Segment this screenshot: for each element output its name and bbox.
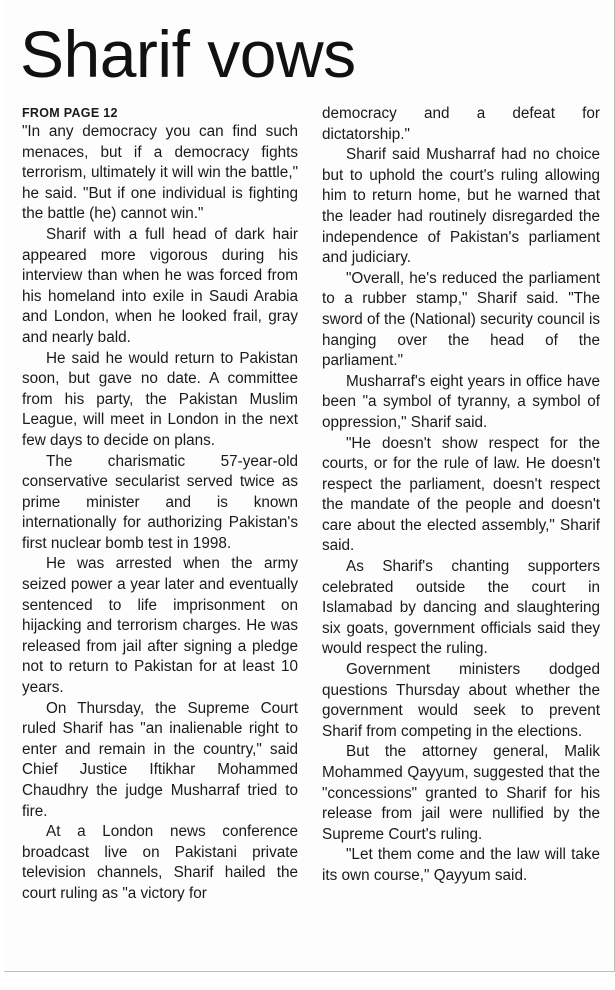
paragraph: He said he would return to Pakistan soon, but gave no date. A committee from his party, the Pakistan Muslim League, will meet in London in the next few days to decide on plans. — [22, 349, 298, 449]
paragraph: "In any democracy you can find such menaces, but if a democracy fights terrorism, ultimately it will win the battle," he said. "But if one individual is fighting the battle (he) cannot win." — [22, 123, 298, 223]
paragraph: As Sharif's chanting supporters celebrated outside the court in Islamabad by dancing and slaughtering six goats, government officials said they would respect the ruling. — [322, 558, 600, 658]
paragraph: At a London news conference broadcast live on Pakistani private television channels, Sharif hailed the court ruling as "a victory for — [22, 823, 298, 902]
paragraph: "Overall, he's reduced the parliament to a rubber stamp," Sharif said. "The sword of the (National) security council is hanging over the head of the parliament." — [322, 269, 601, 370]
right-column — [322, 104, 600, 887]
paragraph: "He doesn't show respect for the courts, or for the rule of law. He doesn't respect the parliament, doesn't respect the mandate of the people and doesn't care about the elected assembly," Sharif said. — [322, 434, 600, 555]
paragraph: He was arrested when the army seized power a year later and eventually sentenced to life imprisonment on hijacking and terrorism charges. He was released from jail after signing a pledge not to return to Pakistan for at least 10 years. — [22, 555, 298, 697]
paragraph: Sharif with a full head of dark hair appeared more vigorous during his interview than when he was forced from his homeland into exile in Saudi Arabia and London, when he looked frail, gray and nearly bald. — [22, 225, 298, 346]
paragraph: "Let them come and the law will take its own course," Qayyum said. — [322, 846, 600, 884]
dateline: FROM PAGE 12 — [22, 106, 118, 120]
headline: Sharif vows — [20, 17, 356, 91]
paragraph: democracy and a defeat for dictatorship." — [322, 105, 600, 143]
paragraph: But the attorney general, Malik Mohammed Qayyum, suggested that the "concessions" granted to Sharif for his release from jail were nullified by the Supreme Court's ruling. — [322, 743, 600, 843]
paragraph: Sharif said Musharraf had no choice but to uphold the court's ruling allowing him to return home, but he warned that the leader had routinely disregarded the independence of Pakistan's parliament and judiciary. — [322, 146, 600, 267]
paragraph: Government ministers dodged questions Thursday about whether the government would seek to prevent Sharif from competing in the elections. — [322, 661, 600, 740]
paragraph: The charismatic 57-year-old conservative secularist served twice as prime minister and is known internationally for authorizing Pakistan's first nuclear bomb test in 1998. — [22, 452, 298, 552]
paragraph: Musharraf's eight years in office have been "a symbol of tyranny, a symbol of oppression," Sharif said. — [322, 372, 600, 431]
news-clipping — [4, 0, 615, 972]
left-column — [22, 104, 298, 905]
paragraph: On Thursday, the Supreme Court ruled Sharif has "an inalienable right to enter and remain in the country," said Chief Justice Iftikhar Mohammed Chaudhry the judge Musharraf tried to fire. — [22, 699, 298, 820]
